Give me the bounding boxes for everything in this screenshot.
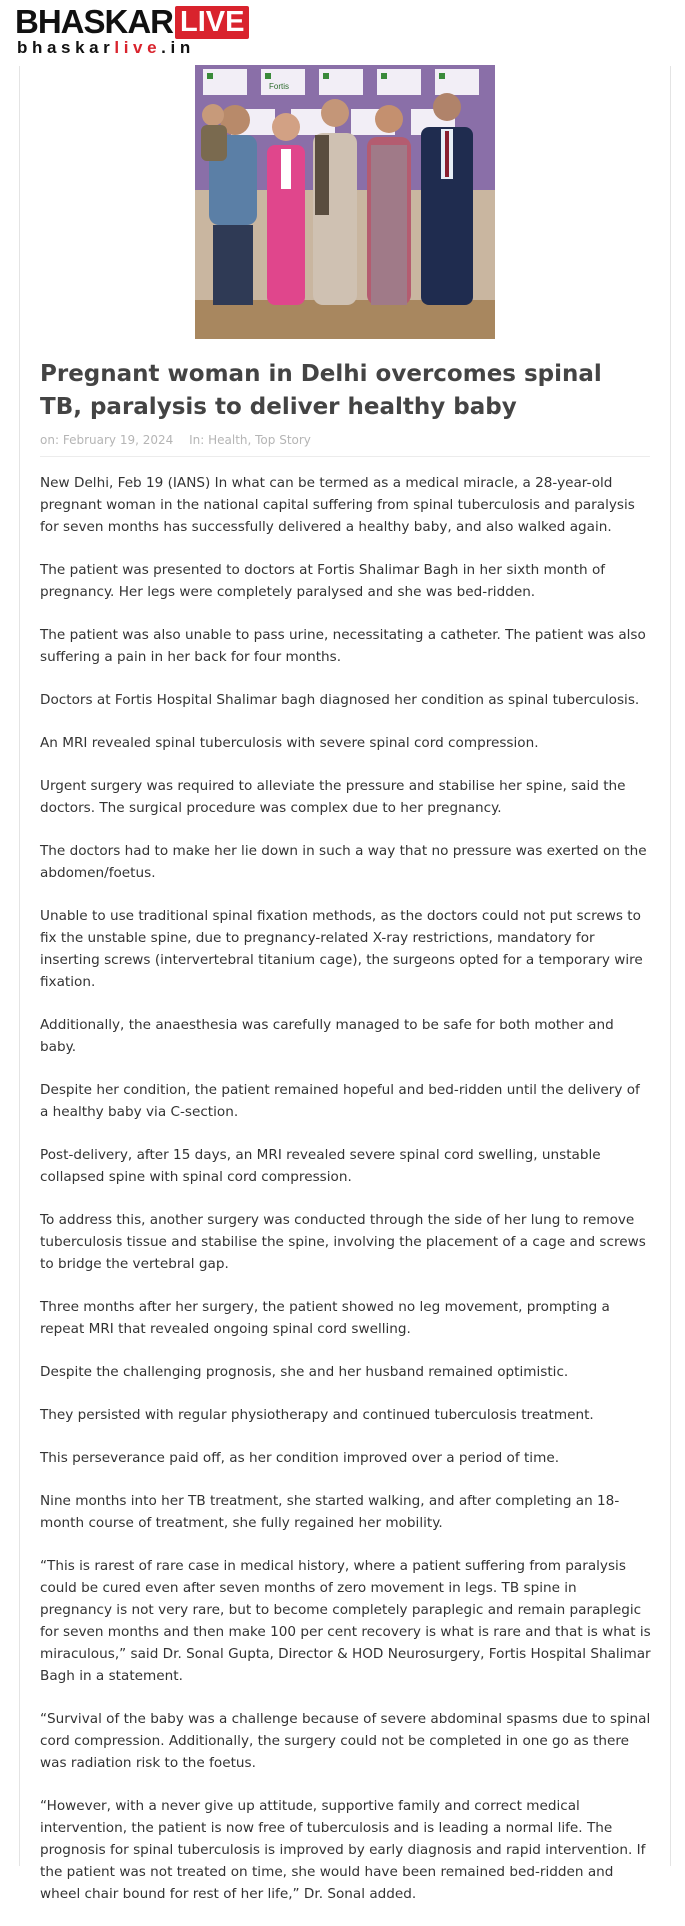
article-date: February 19, 2024: [62, 433, 174, 447]
article-meta: [40, 432, 650, 448]
article-paragraph: “However, with a never give up attitude, supportive family and correct medical intervention, the patient is now free of tuberculosis and is leading a normal life. The prognosis for spinal tuberculosis is improved by early diagnosis and rapid intervention. If the patient was not treated on time, she would have been remained bed-ridden and wheel chair bound for rest of her life,” Dr. Sonal added.: [40, 1798, 646, 1902]
logo-url: bhaskarlive.in: [17, 38, 195, 57]
article-paragraph: “This is rarest of rare case in medical history, where a patient suffering from paralysis could be cured even after seven months of zero movement in legs. TB spine in pregnancy is not very rare, but to become completely paraplegic and remain paraplegic for seven months and then make 100 per cent recovery is what is rare and that is what is miraculous,” said Dr. Sonal Gupta, Director & HOD Neurosurgery, Fortis Hospital Shalimar Bagh in a statement.: [40, 1558, 651, 1684]
article-paragraph: Additionally, the anaesthesia was carefully managed to be safe for both mother and baby.: [40, 1017, 614, 1055]
featured-photo-illustration: [195, 65, 495, 339]
logo-wordmark: BHASKAR: [15, 3, 173, 40]
article-paragraph: Despite the challenging prognosis, she and her husband remained optimistic.: [40, 1364, 569, 1380]
article-title: Pregnant woman in Delhi overcomes spinal TB, paralysis to deliver healthy baby: [40, 361, 602, 420]
banner-text: Fortis: [269, 82, 289, 91]
article-body: [40, 472, 652, 1926]
article-paragraph: Three months after her surgery, the patient showed no leg movement, prompting a repeat MRI that revealed ongoing spinal cord swelling.: [40, 1299, 610, 1337]
article-paragraph: Despite her condition, the patient remained hopeful and bed-ridden until the delivery of a healthy baby via C-section.: [40, 1082, 640, 1120]
article-paragraph: Post-delivery, after 15 days, an MRI revealed severe spinal cord swelling, unstable collapsed spine with spinal cord compression.: [40, 1147, 601, 1185]
article-paragraph: “Survival of the baby was a challenge because of severe abdominal spasms due to spinal cord compression. Additionally, the surgery could not be completed in one go as there was radiation risk to the foetus.: [40, 1711, 651, 1771]
meta-in-label: In:: [189, 433, 205, 447]
site-header: [0, 0, 685, 62]
meta-on-label: on:: [40, 433, 59, 447]
article-paragraph: They persisted with regular physiotherapy and continued tuberculosis treatment.: [40, 1407, 594, 1423]
article-paragraph: The doctors had to make her lie down in such a way that no pressure was exerted on the abdomen/foetus.: [40, 843, 647, 881]
article-paragraph: An MRI revealed spinal tuberculosis with severe spinal cord compression.: [40, 735, 539, 751]
article-paragraph: Nine months into her TB treatment, she started walking, and after completing an 18-month course of treatment, she fully regained her mobility.: [40, 1493, 620, 1531]
article-paragraph: This perseverance paid off, as her condition improved over a period of time.: [40, 1450, 560, 1466]
article-paragraph: Doctors at Fortis Hospital Shalimar bagh diagnosed her condition as spinal tuberculosis.: [40, 692, 640, 708]
article-paragraph: The patient was presented to doctors at Fortis Shalimar Bagh in her sixth month of pregnancy. Her legs were completely paralysed and she was bed-ridden.: [40, 562, 606, 600]
article-paragraph: To address this, another surgery was conducted through the side of her lung to remove tuberculosis tissue and stabilise the spine, involving the placement of a cage and screws to bridge the vertebral gap.: [40, 1212, 646, 1272]
article-paragraph: New Delhi, Feb 19 (IANS) In what can be termed as a medical miracle, a 28-year-old pregnant woman in the national capital suffering from spinal tuberculosis and paralysis for seven months has successfully delivered a healthy baby, and also walked again.: [40, 475, 635, 535]
article-categories[interactable]: Health, Top Story: [208, 433, 311, 447]
meta-divider: [40, 456, 650, 457]
featured-image: [195, 65, 495, 339]
article-paragraph: The patient was also unable to pass urine, necessitating a catheter. The patient was also suffering a pain in her back for four months.: [40, 627, 646, 665]
site-logo[interactable]: [15, 5, 270, 58]
article-paragraph: Unable to use traditional spinal fixation methods, as the doctors could not put screws to fix the unstable spine, due to pregnancy-related X-ray restrictions, mandatory for inserting screws (intervertebral titanium cage), the surgeons opted for a temporary wire fixation.: [40, 908, 643, 990]
article-paragraph: Urgent surgery was required to alleviate the pressure and stabilise her spine, said the doctors. The surgical procedure was complex due to her pregnancy.: [40, 778, 626, 816]
logo-live-badge: LIVE: [175, 6, 249, 39]
